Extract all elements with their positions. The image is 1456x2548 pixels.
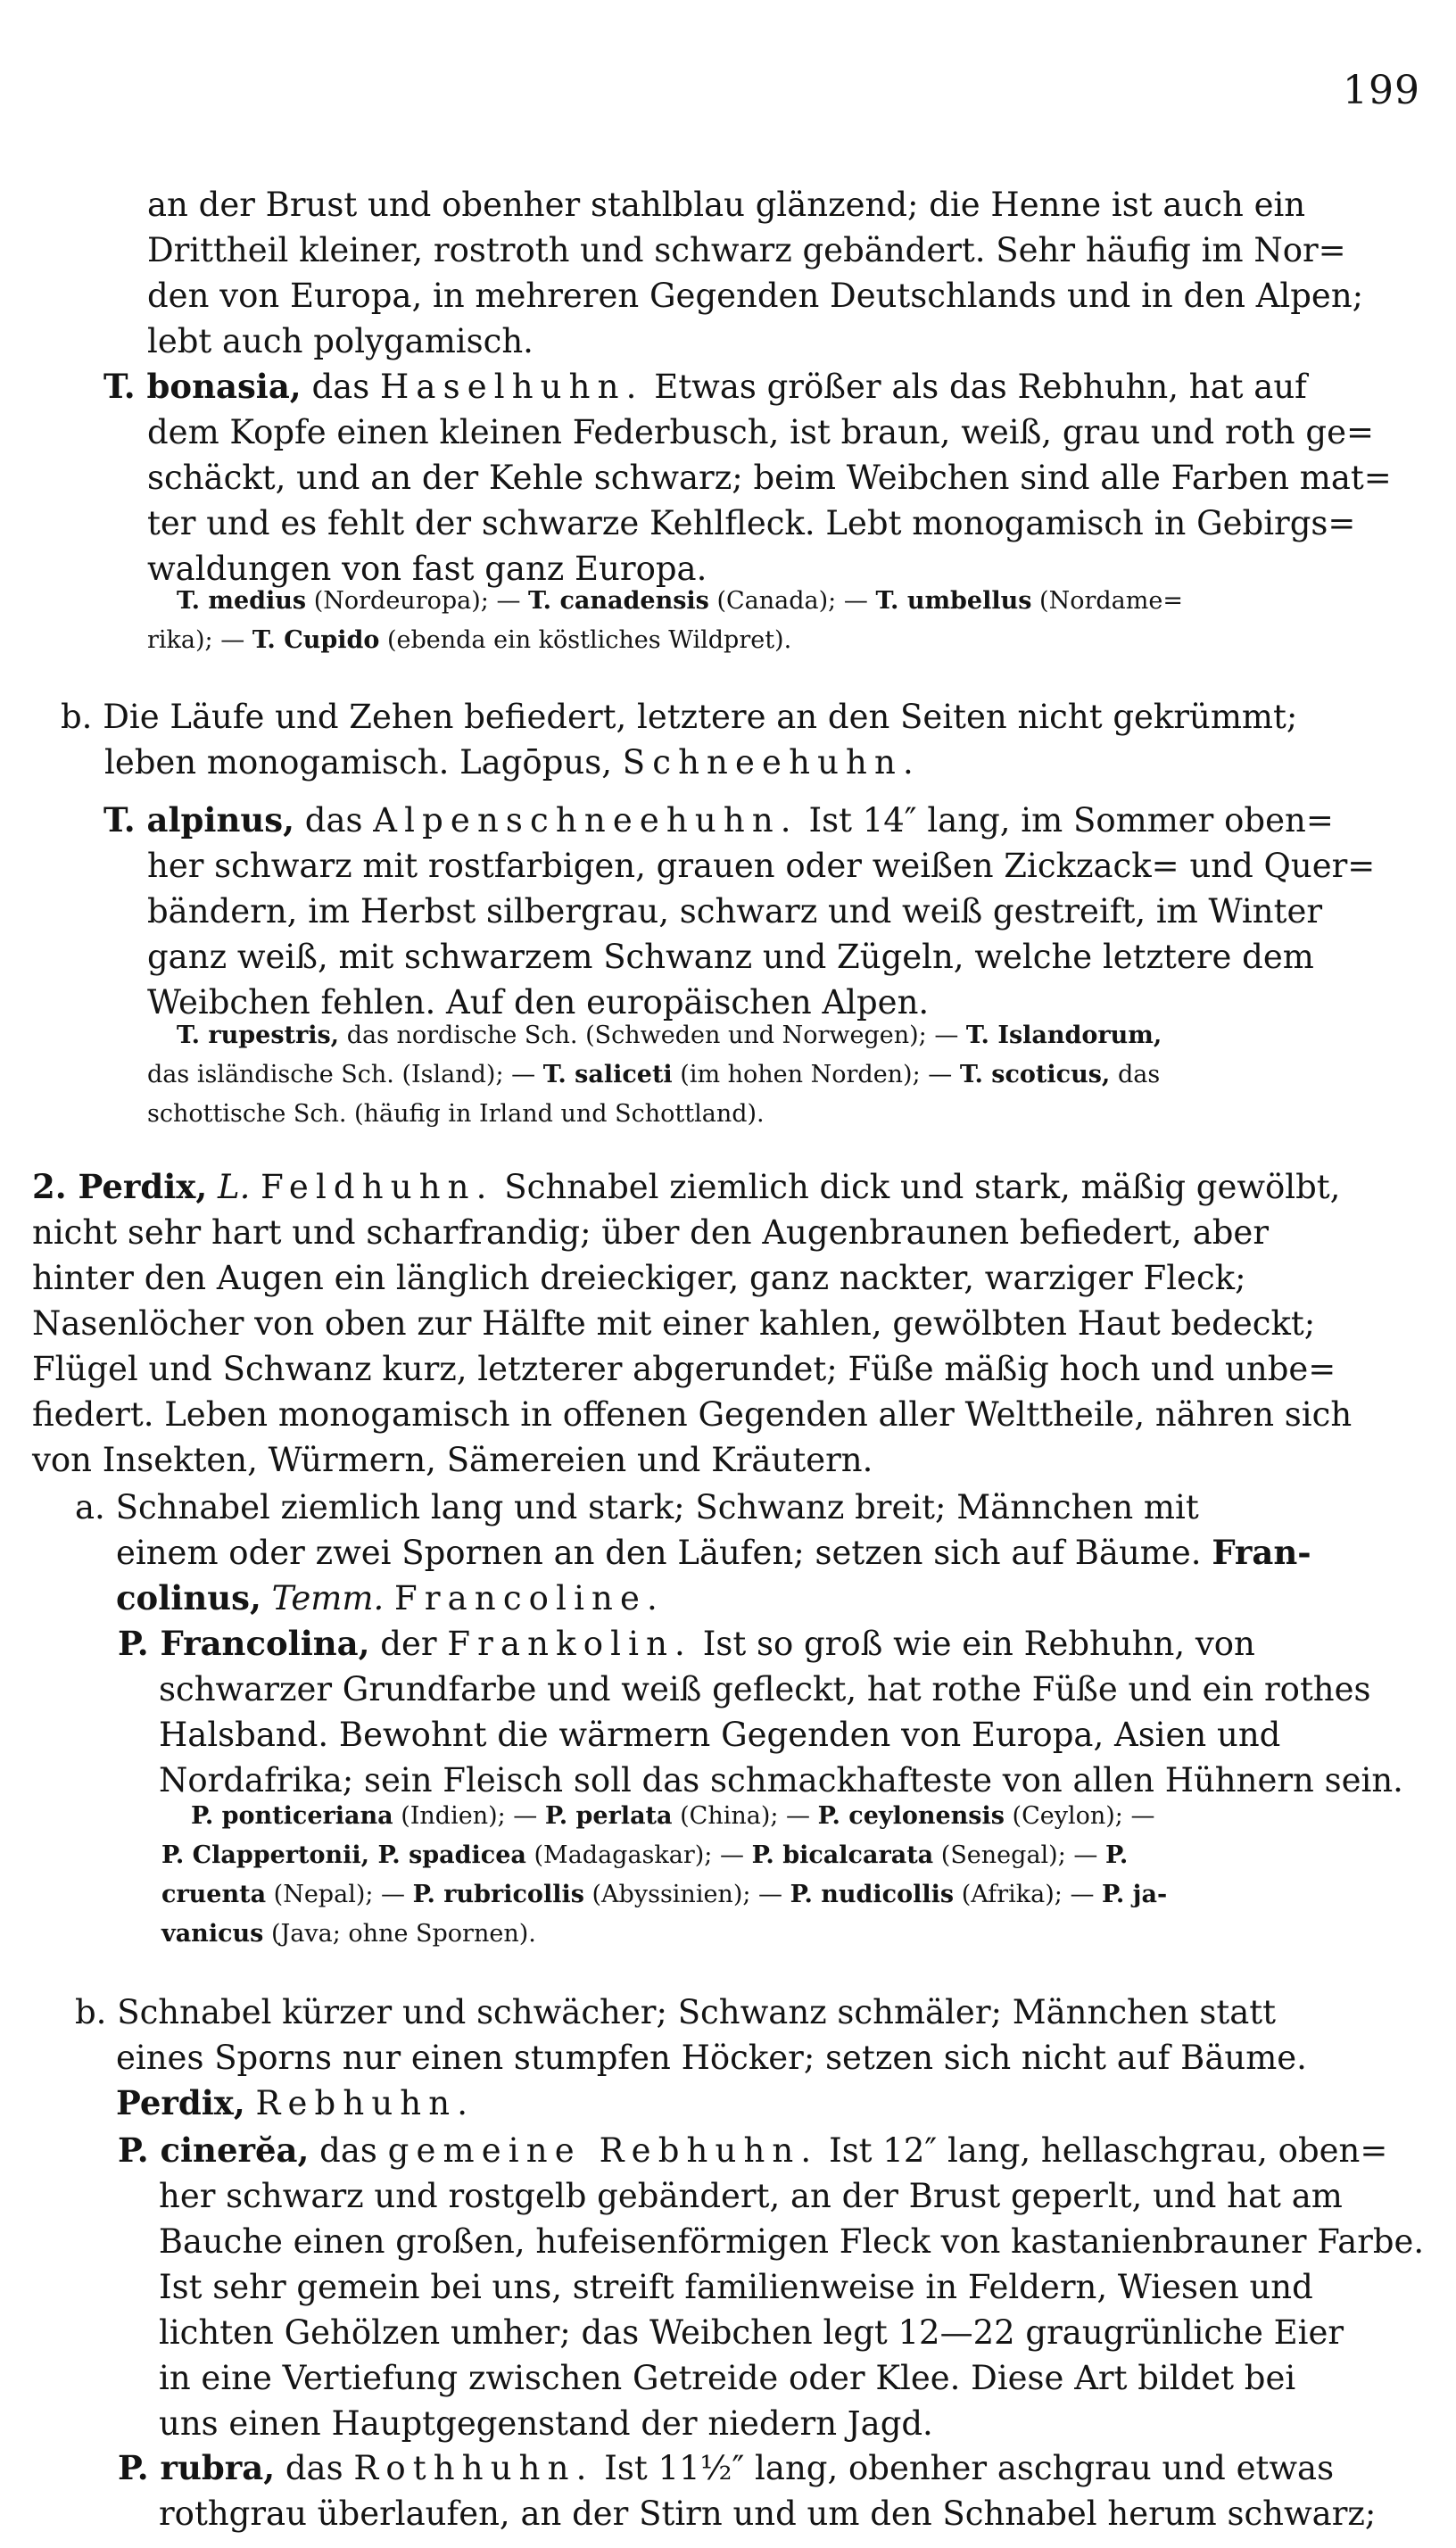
text-line: lichten Gehölzen umher; das Weibchen legt 12—22 graugrünliche Eier xyxy=(159,2313,1344,2352)
subsection-label: a. xyxy=(75,1488,105,1526)
entry-text: Ist so groß wie ein Rebhuhn, von xyxy=(702,1625,1255,1663)
text-line: in eine Vertiefung zwischen Getreide oder Klee. Diese Art bildet bei xyxy=(159,2359,1296,2397)
species-name: T. scoticus, xyxy=(959,1061,1111,1088)
common-name: Rothhuhn. xyxy=(353,2449,594,2487)
note-text: (Madagaskar); — xyxy=(534,1841,744,1869)
article: das xyxy=(319,2131,377,2170)
text-line: ganz weiß, mit schwarzem Schwanz und Zügeln, welche letztere dem xyxy=(147,938,1314,976)
species-name: T. alpinus, xyxy=(103,800,294,840)
authority: Temm. xyxy=(271,1579,385,1617)
text-line: an der Brust und obenher stahlblau glänzend; die Henne ist auch ein xyxy=(147,186,1306,224)
species-name: T. umbellus xyxy=(875,587,1032,615)
text-line xyxy=(177,582,1183,621)
note-text: (Nordame= xyxy=(1039,587,1183,615)
species-name: P. ja- xyxy=(1102,1881,1168,1908)
note-text: (Java; ohne Spornen). xyxy=(270,1920,536,1948)
note-francolinus-species xyxy=(161,1797,1168,1954)
text-line xyxy=(118,2128,1387,2173)
text-line: rothgrau überlaufen, an der Stirn und um den Schnabel herum schwarz; xyxy=(159,2494,1377,2533)
subsection-text: einem oder zwei Spornen an den Läufen; setzen sich auf Bäume. xyxy=(116,1534,1202,1572)
species-name: cruenta xyxy=(161,1881,267,1908)
note-text: das nordische Sch. (Schweden und Norwegen); — xyxy=(346,1022,959,1049)
entry-text: Schnabel ziemlich dick und stark, mäßig gewölbt, xyxy=(504,1168,1341,1206)
text-line xyxy=(118,2445,1334,2491)
entry-text: Etwas größer als das Rebhuhn, hat auf xyxy=(654,368,1307,406)
species-name: P. ponticeriana xyxy=(191,1802,393,1830)
text-line xyxy=(191,1797,1154,1836)
note-text: (Ceylon); — xyxy=(1012,1802,1155,1830)
genus-name: Lagōpus, xyxy=(459,743,612,782)
species-name: T. rupestris, xyxy=(177,1022,340,1049)
species-name: P. nudicollis xyxy=(790,1881,955,1908)
species-name: T. saliceti xyxy=(542,1061,673,1088)
species-name: T. canadensis xyxy=(528,587,709,615)
species-name: P. Francolina, xyxy=(118,1624,370,1663)
common-name: gemeine Rebhuhn. xyxy=(387,2131,819,2170)
genus-name: colinus, xyxy=(116,1578,261,1617)
text-line xyxy=(75,2081,475,2126)
subsection-b-perdix xyxy=(75,1990,1307,2126)
text-line: nicht sehr hart und scharfrandig; über den Augenbraunen befiedert, aber xyxy=(32,1213,1270,1252)
common-name: Schneehuhn. xyxy=(622,743,921,782)
text-line xyxy=(177,1016,1162,1055)
common-name: Alpenschneehuhn. xyxy=(373,801,798,840)
note-text: (China); — xyxy=(680,1802,811,1830)
text-line: Flügel und Schwanz kurz, letzterer abgerundet; Füße mäßig hoch und unbe= xyxy=(32,1350,1336,1388)
text-line xyxy=(61,694,1297,740)
text-line: Halsband. Bewohnt die wärmern Gegenden von Europa, Asien und xyxy=(159,1716,1281,1754)
note-text: (Senegal); — xyxy=(940,1841,1098,1869)
subsection-b-lagopus xyxy=(61,694,1297,785)
genus-number-name: 2. Perdix, xyxy=(32,1167,208,1206)
common-name: Haselhuhn. xyxy=(379,368,644,406)
common-name: Rebhuhn. xyxy=(255,2084,476,2122)
text-line: den von Europa, in mehreren Gegenden Deutschlands und in den Alpen; xyxy=(147,277,1364,315)
subsection-label: b. xyxy=(75,1993,107,2031)
text-line: her schwarz mit rostfarbigen, grauen oder weißen Zickzack= und Quer= xyxy=(147,847,1376,885)
species-name: T. Cupido xyxy=(252,626,380,654)
note-tetrao-species xyxy=(147,582,1183,660)
genus-name: Fran- xyxy=(1212,1533,1311,1572)
article: das xyxy=(285,2449,343,2487)
text-line xyxy=(32,1164,1340,1210)
text-line xyxy=(103,364,1307,410)
text-line: von Insekten, Würmern, Sämereien und Kräutern. xyxy=(32,1441,873,1479)
subsection-text: Die Läufe und Zehen befiedert, letztere an den Seiten nicht gekrümmt; xyxy=(103,698,1298,736)
text-line: Ist sehr gemein bei uns, streift familienweise in Feldern, Wiesen und xyxy=(159,2268,1313,2306)
species-name: P. bicalcarata xyxy=(751,1841,934,1869)
species-name: P. xyxy=(1104,1841,1129,1869)
note-text: rika); — xyxy=(147,626,245,654)
text-line xyxy=(161,1836,1128,1875)
text-line xyxy=(118,1621,1255,1667)
species-entry-bonasia xyxy=(103,364,1392,592)
species-name: P. ceylonensis xyxy=(817,1802,1005,1830)
text-line xyxy=(103,798,1334,843)
text-line xyxy=(75,1530,1311,1576)
text-line xyxy=(75,1576,665,1621)
authority: L. xyxy=(218,1168,251,1206)
species-name: T. Islandorum, xyxy=(965,1022,1162,1049)
article: das xyxy=(304,801,363,840)
text-line: ter und es fehlt der schwarze Kehlfleck. Lebt monogamisch in Gebirgs= xyxy=(147,504,1356,542)
text-line xyxy=(75,1485,1199,1530)
text-line xyxy=(61,740,921,785)
note-text: (im hohen Norden); — xyxy=(680,1061,953,1088)
common-name: Feldhuhn. xyxy=(261,1168,494,1206)
species-name: vanicus xyxy=(161,1920,264,1948)
species-name: P. Clappertonii, P. spadicea xyxy=(161,1841,526,1869)
entry-text: Ist 12″ lang, hellaschgrau, oben= xyxy=(829,2131,1388,2170)
entry-text: Ist 14″ lang, im Sommer oben= xyxy=(808,801,1334,840)
subsection-text: Schnabel kürzer und schwächer; Schwanz schmäler; Männchen statt xyxy=(117,1993,1277,2031)
text-line: Nasenlöcher von oben zur Hälfte mit einer kahlen, gewölbten Haut bedeckt; xyxy=(32,1304,1316,1343)
text-line: Bauche einen großen, hufeisenförmigen Fleck von kastanienbrauner Farbe. xyxy=(158,2222,1425,2261)
note-text: (Nordeuropa); — xyxy=(313,587,521,615)
species-name: T. bonasia, xyxy=(103,367,302,406)
genus-name: Perdix, xyxy=(116,2083,245,2122)
common-name: Frankolin. xyxy=(447,1625,692,1663)
text-line: lebt auch polygamisch. xyxy=(147,322,534,360)
note-lagopus-species xyxy=(147,1016,1162,1134)
text-line: schottische Sch. (häufig in Irland und Schottland). xyxy=(147,1100,765,1128)
genus-entry-perdix xyxy=(32,1164,1352,1483)
note-text: (Indien); — xyxy=(401,1802,538,1830)
species-name: P. rubricollis xyxy=(412,1881,584,1908)
subsection-text: Schnabel ziemlich lang und stark; Schwanz breit; Männchen mit xyxy=(115,1488,1199,1526)
text-line: schwarzer Grundfarbe und weiß gefleckt, hat rothe Füße und ein rothes xyxy=(159,1670,1371,1708)
article: der xyxy=(380,1625,437,1663)
note-text: (Nepal); — xyxy=(273,1881,406,1908)
note-text: (Afrika); — xyxy=(961,1881,1095,1908)
subsection-label: b. xyxy=(61,698,93,736)
text-line: Nordafrika; sein Fleisch soll das schmackhafteste von allen Hühnern sein. xyxy=(159,1761,1403,1799)
text-line: Drittheil kleiner, rostroth und schwarz gebändert. Sehr häufig im Nor= xyxy=(147,231,1346,269)
text-line xyxy=(147,1055,1160,1095)
page-number: 199 xyxy=(1343,68,1420,113)
text-line: her schwarz und rostgelb gebändert, an der Brust geperlt, und hat am xyxy=(159,2177,1343,2215)
species-entry-francolina xyxy=(118,1621,1403,1803)
text-line: Weibchen fehlen. Auf den europäischen Alpen. xyxy=(147,983,930,1022)
text-line: dem Kopfe einen kleinen Federbusch, ist braun, weiß, grau und roth ge= xyxy=(147,413,1374,451)
text-line: uns einen Hauptgegenstand der niedern Jagd. xyxy=(159,2404,933,2443)
subsection-a-francolinus xyxy=(75,1485,1311,1621)
text-line: hinter den Augen ein länglich dreieckiger, ganz nackter, warziger Fleck; xyxy=(32,1259,1246,1297)
species-name: T. medius xyxy=(177,587,307,615)
species-entry-alpinus xyxy=(103,798,1375,1025)
note-text: (Abyssinien); — xyxy=(592,1881,783,1908)
species-name: P. cinerĕa, xyxy=(118,2130,310,2170)
note-text: das xyxy=(1117,1061,1161,1088)
species-name: P. rubra, xyxy=(118,2448,276,2487)
note-text: (Canada); — xyxy=(716,587,868,615)
entry-text: Ist 11½″ lang, obenher aschgrau und etwas xyxy=(604,2449,1335,2487)
common-name: Francoline. xyxy=(394,1579,665,1617)
note-text: (ebenda ein köstliches Wildpret). xyxy=(386,626,792,654)
species-name: P. perlata xyxy=(544,1802,673,1830)
note-text: das isländische Sch. (Island); — xyxy=(147,1061,536,1088)
paragraph-continuation xyxy=(147,182,1363,364)
species-entry-cinerea xyxy=(118,2128,1428,2446)
subsection-text: leben monogamisch. xyxy=(104,743,450,782)
text-line xyxy=(161,1915,536,1954)
text-line: eines Sporns nur einen stumpfen Höcker; setzen sich nicht auf Bäume. xyxy=(116,2039,1307,2077)
article: das xyxy=(311,368,370,406)
text-line: schäckt, und an der Kehle schwarz; beim Weibchen sind alle Farben mat= xyxy=(147,459,1392,497)
species-entry-rubra xyxy=(118,2445,1376,2536)
text-line: fiedert. Leben monogamisch in offenen Gegenden aller Welttheile, nähren sich xyxy=(32,1395,1353,1434)
text-line xyxy=(147,621,791,660)
text-line: waldungen von fast ganz Europa. xyxy=(147,550,707,588)
text-line: bändern, im Herbst silbergrau, schwarz und weiß gestreift, im Winter xyxy=(147,892,1323,931)
text-line xyxy=(75,1990,1276,2035)
text-line xyxy=(161,1875,1167,1915)
